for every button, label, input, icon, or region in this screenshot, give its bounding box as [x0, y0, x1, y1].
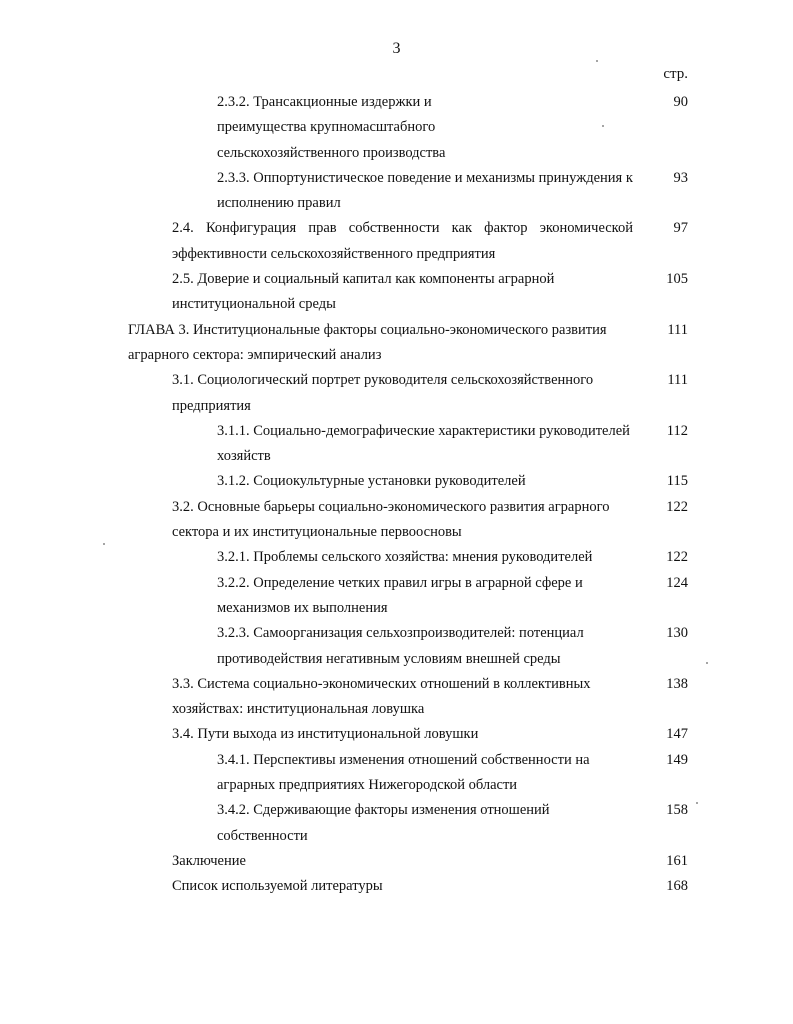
- toc-entry-text: 3.1.2. Социокультурные установки руководителей: [217, 473, 526, 490]
- toc-entry-text: 3.2.3. Самоорганизация сельхозпроизводителей: потенциал противодействия негативным условиям внешней среды: [217, 625, 584, 667]
- toc-entry-text: 2.5. Доверие и социальный капитал как компоненты аграрной институциональной среды: [172, 271, 555, 313]
- toc-entry-text: 2.3.2. Трансакционные издержки и преимущества крупномасштабного сельскохозяйственного производства: [217, 94, 446, 161]
- toc-entry: [0, 545, 793, 570]
- scan-speck: [696, 802, 698, 804]
- toc-entry: [0, 166, 793, 217]
- toc-entry-text: 3.4.2. Сдерживающие факторы изменения отношений собственности: [217, 802, 550, 844]
- toc-entry-page: 93: [673, 169, 688, 186]
- toc-entry-text: Заключение: [172, 852, 246, 869]
- toc-entry-page: 130: [666, 625, 688, 642]
- toc-entry-page: 168: [666, 878, 688, 895]
- toc-entry-page: 158: [666, 802, 688, 819]
- toc-entry-text: ГЛАВА 3. Институциональные факторы социально-экономического развития аграрного сектора: эмпирический анализ: [128, 321, 607, 363]
- toc-entry: [0, 571, 793, 622]
- toc-entry-page: 122: [666, 549, 688, 566]
- toc-entry-page: 115: [666, 473, 688, 490]
- scan-speck: [706, 662, 708, 664]
- toc-entry-page: 111: [667, 321, 688, 338]
- toc-entry-text: Список используемой литературы: [172, 878, 383, 895]
- toc-entry-text: 3.3. Система социально-экономических отношений в коллективных хозяйствах: институциональная ловушка: [172, 675, 591, 718]
- toc-entry: [0, 748, 793, 799]
- scan-speck: [596, 60, 598, 62]
- toc-entry: [0, 368, 793, 419]
- toc-entry-page: 112: [666, 422, 688, 439]
- page-column-label: стр.: [663, 66, 688, 82]
- toc-entry: [0, 722, 793, 747]
- toc-entry-text: 3.4. Пути выхода из институциональной ловушки: [172, 726, 479, 743]
- toc-entry: [0, 495, 793, 546]
- table-of-contents: [0, 90, 793, 900]
- toc-entry: [0, 90, 793, 166]
- toc-entry-page: 147: [666, 726, 688, 743]
- toc-entry: [0, 672, 793, 723]
- toc-entry-text: 3.4.1. Перспективы изменения отношений собственности на аграрных предприятиях Нижегородской области: [217, 751, 590, 794]
- toc-entry-page: 90: [673, 94, 688, 110]
- toc-entry-page: 122: [666, 498, 688, 515]
- toc-entry: [0, 621, 793, 672]
- page-number: 3: [392, 40, 401, 57]
- toc-entry-page: 149: [666, 751, 688, 768]
- toc-entry-text: 3.2. Основные барьеры социально-экономического развития аграрного сектора и их институциональные первоосновы: [172, 498, 610, 541]
- toc-entry: [0, 216, 793, 267]
- toc-entry-text: 3.1.1. Социально-демографические характеристики руководителей хозяйств: [217, 422, 630, 465]
- toc-entry-page: 97: [673, 220, 688, 237]
- toc-entry-page: 161: [666, 852, 688, 869]
- toc-entry: [0, 874, 793, 899]
- toc-entry-text: 3.2.2. Определение четких правил игры в аграрной сфере и механизмов их выполнения: [217, 574, 583, 616]
- scan-speck: [103, 543, 105, 545]
- toc-entry-text: 3.2.1. Проблемы сельского хозяйства: мнения руководителей: [217, 549, 593, 566]
- toc-entry-page: 111: [667, 372, 688, 389]
- scan-speck: [602, 125, 604, 127]
- toc-entry-text: 2.4. Конфигурация прав собственности как фактор экономической эффективности сельскохозяйственного предприятия: [172, 220, 633, 262]
- toc-entry-text: 3.1. Социологический портрет руководителя сельскохозяйственного предприятия: [172, 372, 594, 414]
- toc-entry: [0, 318, 793, 369]
- toc-entry: [0, 798, 793, 849]
- toc-entry-page: 105: [666, 271, 688, 288]
- toc-entry-page: 138: [666, 675, 688, 692]
- toc-entry: [0, 849, 793, 874]
- toc-entry-text: 2.3.3. Оппортунистическое поведение и механизмы принуждения к исполнению правил: [217, 169, 633, 212]
- toc-entry: [0, 469, 793, 494]
- toc-entry: [0, 419, 793, 470]
- toc-entry: [0, 267, 793, 318]
- toc-entry-page: 124: [666, 574, 688, 591]
